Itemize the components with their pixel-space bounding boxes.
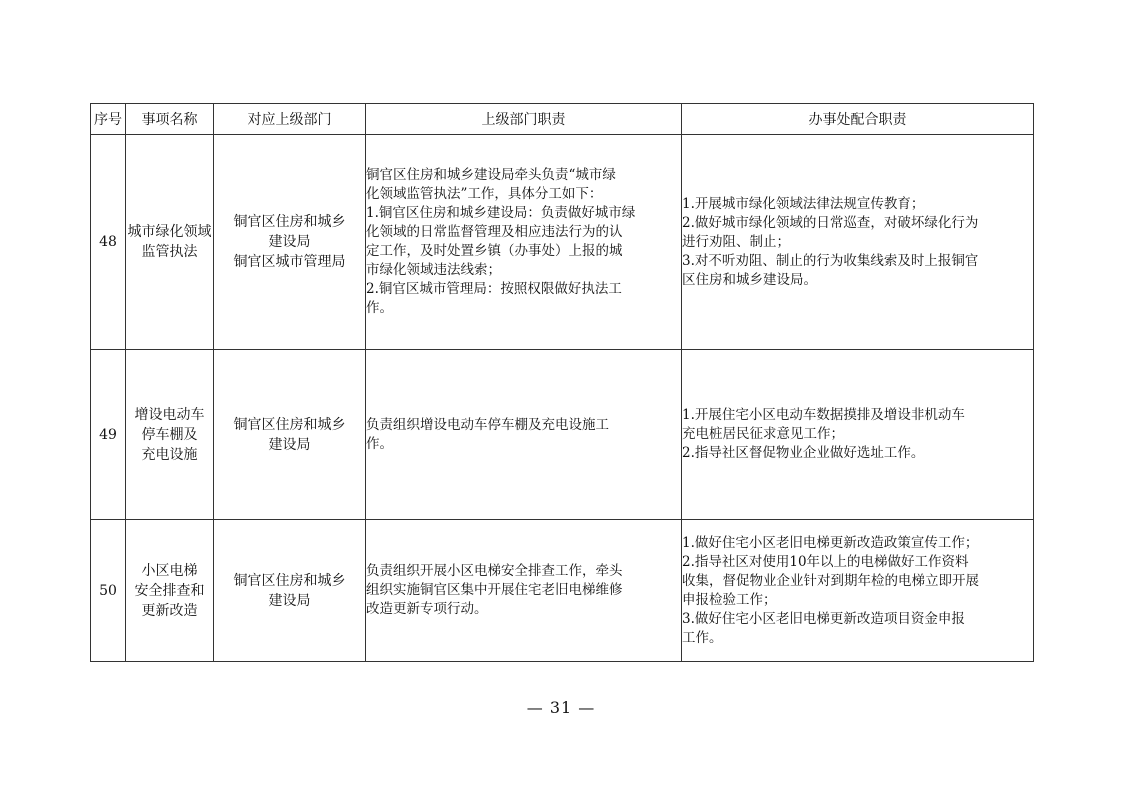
duties-table bbox=[90, 103, 1034, 662]
office-duties-line: 工作。 bbox=[682, 629, 723, 646]
department-line: 铜官区住房和城乡 bbox=[233, 214, 346, 230]
office-duties-line: 1.开展城市绿化领域法律法规宣传教育； bbox=[682, 195, 925, 212]
office-duties-line: 3.做好住宅小区老旧电梯更新改造项目资金申报 bbox=[682, 610, 965, 627]
upper-duties-line: 市绿化领域违法线索； bbox=[366, 262, 501, 278]
header-name: 事项名称 bbox=[126, 104, 214, 135]
department-line: 建设局 bbox=[268, 436, 311, 453]
table-row bbox=[91, 350, 1034, 520]
upper-duties-line: 2.铜官区城市管理局：按照权限做好执法工 bbox=[366, 281, 622, 297]
header-num: 序号 bbox=[91, 104, 126, 135]
header-office-duties: 办事处配合职责 bbox=[682, 104, 1034, 135]
row-number: 48 bbox=[91, 135, 126, 350]
item-name bbox=[126, 350, 214, 520]
header-row bbox=[91, 104, 1034, 135]
upper-duties-line: 1.铜官区住房和城乡建设局：负责做好城市绿 bbox=[366, 205, 636, 221]
office-duties-line: 3.对不听劝阻、制止的行为收集线索及时上报铜官 bbox=[682, 252, 979, 269]
department-line: 铜官区住房和城乡 bbox=[233, 416, 346, 433]
department-line: 建设局 bbox=[268, 234, 311, 250]
office-duties-line: 充电桩居民征求意见工作； bbox=[682, 426, 844, 442]
office-duties-line: 1.开展住宅小区电动车数据摸排及增设非机动车 bbox=[682, 407, 965, 423]
upper-duties-line: 组织实施铜官区集中开展住宅老旧电梯维修 bbox=[366, 582, 623, 598]
item-name bbox=[126, 135, 214, 350]
department bbox=[214, 135, 366, 350]
table-row bbox=[91, 520, 1034, 662]
department bbox=[214, 350, 366, 520]
office-duties-line: 2.做好城市绿化领域的日常巡查，对破坏绿化行为 bbox=[682, 214, 979, 231]
department-line: 建设局 bbox=[268, 592, 311, 609]
row-number: 50 bbox=[91, 520, 126, 662]
office-duties-line: 申报检验工作； bbox=[682, 591, 777, 608]
item-name-line: 监管执法 bbox=[141, 244, 198, 260]
header-dept: 对应上级部门 bbox=[214, 104, 366, 135]
office-duties-line: 2.指导社区督促物业企业做好选址工作。 bbox=[682, 445, 925, 461]
table-row bbox=[91, 135, 1034, 350]
office-duties-line: 进行劝阻、制止； bbox=[682, 233, 790, 250]
department bbox=[214, 520, 366, 662]
item-name-line: 更新改造 bbox=[141, 602, 198, 619]
item-name-line: 充电设施 bbox=[141, 446, 198, 463]
item-name-line: 安全排查和 bbox=[134, 582, 205, 599]
office-duties-line: 区住房和城乡建设局。 bbox=[682, 271, 817, 288]
upper-duties-line: 负责组织开展小区电梯安全排查工作，牵头 bbox=[366, 563, 623, 579]
header-upper-duties: 上级部门职责 bbox=[366, 104, 682, 135]
upper-duties-line: 化领域监管执法”工作，具体分工如下： bbox=[366, 186, 603, 202]
item-name-line: 增设电动车 bbox=[134, 406, 205, 423]
upper-duties bbox=[366, 520, 682, 662]
upper-duties-line: 化领域的日常监督管理及相应违法行为的认 bbox=[366, 224, 623, 240]
office-duties-line: 收集，督促物业企业针对到期年检的电梯立即开展 bbox=[682, 572, 979, 589]
office-duties bbox=[682, 520, 1034, 662]
office-duties bbox=[682, 135, 1034, 350]
office-duties bbox=[682, 350, 1034, 520]
item-name-line: 城市绿化领域 bbox=[127, 224, 212, 240]
item-name-line: 小区电梯 bbox=[141, 562, 198, 579]
upper-duties-line: 改造更新专项行动。 bbox=[366, 601, 488, 617]
row-number: 49 bbox=[91, 350, 126, 520]
item-name-line: 停车棚及 bbox=[141, 426, 198, 443]
item-name bbox=[126, 520, 214, 662]
office-duties-line: 2.指导社区对使用10年以上的电梯做好工作资料 bbox=[682, 553, 969, 570]
upper-duties-line: 定工作，及时处置乡镇（办事处）上报的城 bbox=[366, 243, 623, 259]
upper-duties-line: 负责组织增设电动车停车棚及充电设施工 bbox=[366, 416, 609, 433]
upper-duties-line: 铜官区住房和城乡建设局牵头负责“城市绿 bbox=[366, 167, 616, 183]
department-line: 铜官区住房和城乡 bbox=[233, 572, 346, 589]
page-number: — 31 — bbox=[526, 698, 596, 717]
office-duties-line: 1.做好住宅小区老旧电梯更新改造政策宣传工作； bbox=[682, 534, 979, 551]
upper-duties bbox=[366, 350, 682, 520]
upper-duties-line: 作。 bbox=[366, 300, 393, 316]
upper-duties bbox=[366, 135, 682, 350]
department-line: 铜官区城市管理局 bbox=[233, 254, 346, 270]
upper-duties-line: 作。 bbox=[366, 435, 393, 452]
